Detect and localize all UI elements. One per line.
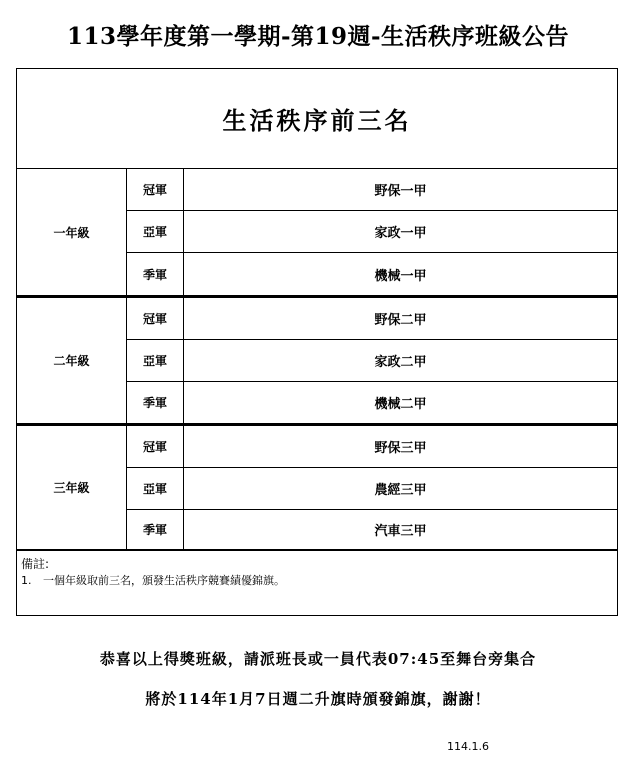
award-ceremony-message: 將於114年1月7日週二升旗時頒發錦旗，謝謝！ xyxy=(145,690,491,708)
notes-title: 備註: xyxy=(21,557,50,571)
rank-label: 亞軍 xyxy=(127,211,184,252)
grade-block-1 xyxy=(17,169,617,295)
notes-item-text: 一個年級取前三名，頒發生活秩序競賽績優錦旗。 xyxy=(43,574,285,587)
rank-label: 冠軍 xyxy=(127,426,184,467)
class-name: 家政二甲 xyxy=(374,355,427,370)
class-name: 野保三甲 xyxy=(374,441,427,456)
rank-label: 亞軍 xyxy=(127,468,184,509)
rank-label: 季軍 xyxy=(127,510,184,549)
grade-block-3 xyxy=(17,423,617,549)
class-name: 野保一甲 xyxy=(374,184,427,199)
congratulation-message: 恭喜以上得獎班級，請派班長或一員代表07:45至舞台旁集合 xyxy=(99,650,537,668)
table-row xyxy=(127,169,617,211)
list-item xyxy=(21,573,613,589)
class-name: 機械一甲 xyxy=(374,268,427,284)
grade-block-2 xyxy=(17,295,617,423)
notes-item-number: 1. xyxy=(21,574,32,587)
announcement-title: 113學年度第一學期-第19週-生活秩序班級公告 xyxy=(66,23,570,50)
grade-label: 一年級 xyxy=(17,169,127,295)
class-name: 汽車三甲 xyxy=(374,524,427,539)
rank-label: 冠軍 xyxy=(127,169,184,210)
rank-label: 季軍 xyxy=(127,382,184,423)
rank-label: 季軍 xyxy=(127,253,184,295)
table-row xyxy=(127,211,617,253)
table-row xyxy=(127,340,617,382)
table-row xyxy=(127,426,617,468)
grade-label: 三年級 xyxy=(17,426,127,549)
table-row xyxy=(127,253,617,295)
table-heading: 生活秩序前三名 xyxy=(17,69,617,169)
ranking-table xyxy=(16,68,618,616)
rank-label: 亞軍 xyxy=(127,340,184,381)
rank-label: 冠軍 xyxy=(127,298,184,339)
table-row xyxy=(127,382,617,423)
grade-label: 二年級 xyxy=(17,298,127,423)
class-name: 家政一甲 xyxy=(374,226,427,241)
table-row xyxy=(127,510,617,549)
class-name: 機械二甲 xyxy=(374,397,427,412)
table-row xyxy=(127,298,617,340)
table-row xyxy=(127,468,617,510)
class-name: 野保二甲 xyxy=(374,313,427,328)
notes-section xyxy=(17,549,617,615)
date-stamp: 114.1.6 xyxy=(447,740,489,753)
class-name: 農經三甲 xyxy=(374,483,427,498)
